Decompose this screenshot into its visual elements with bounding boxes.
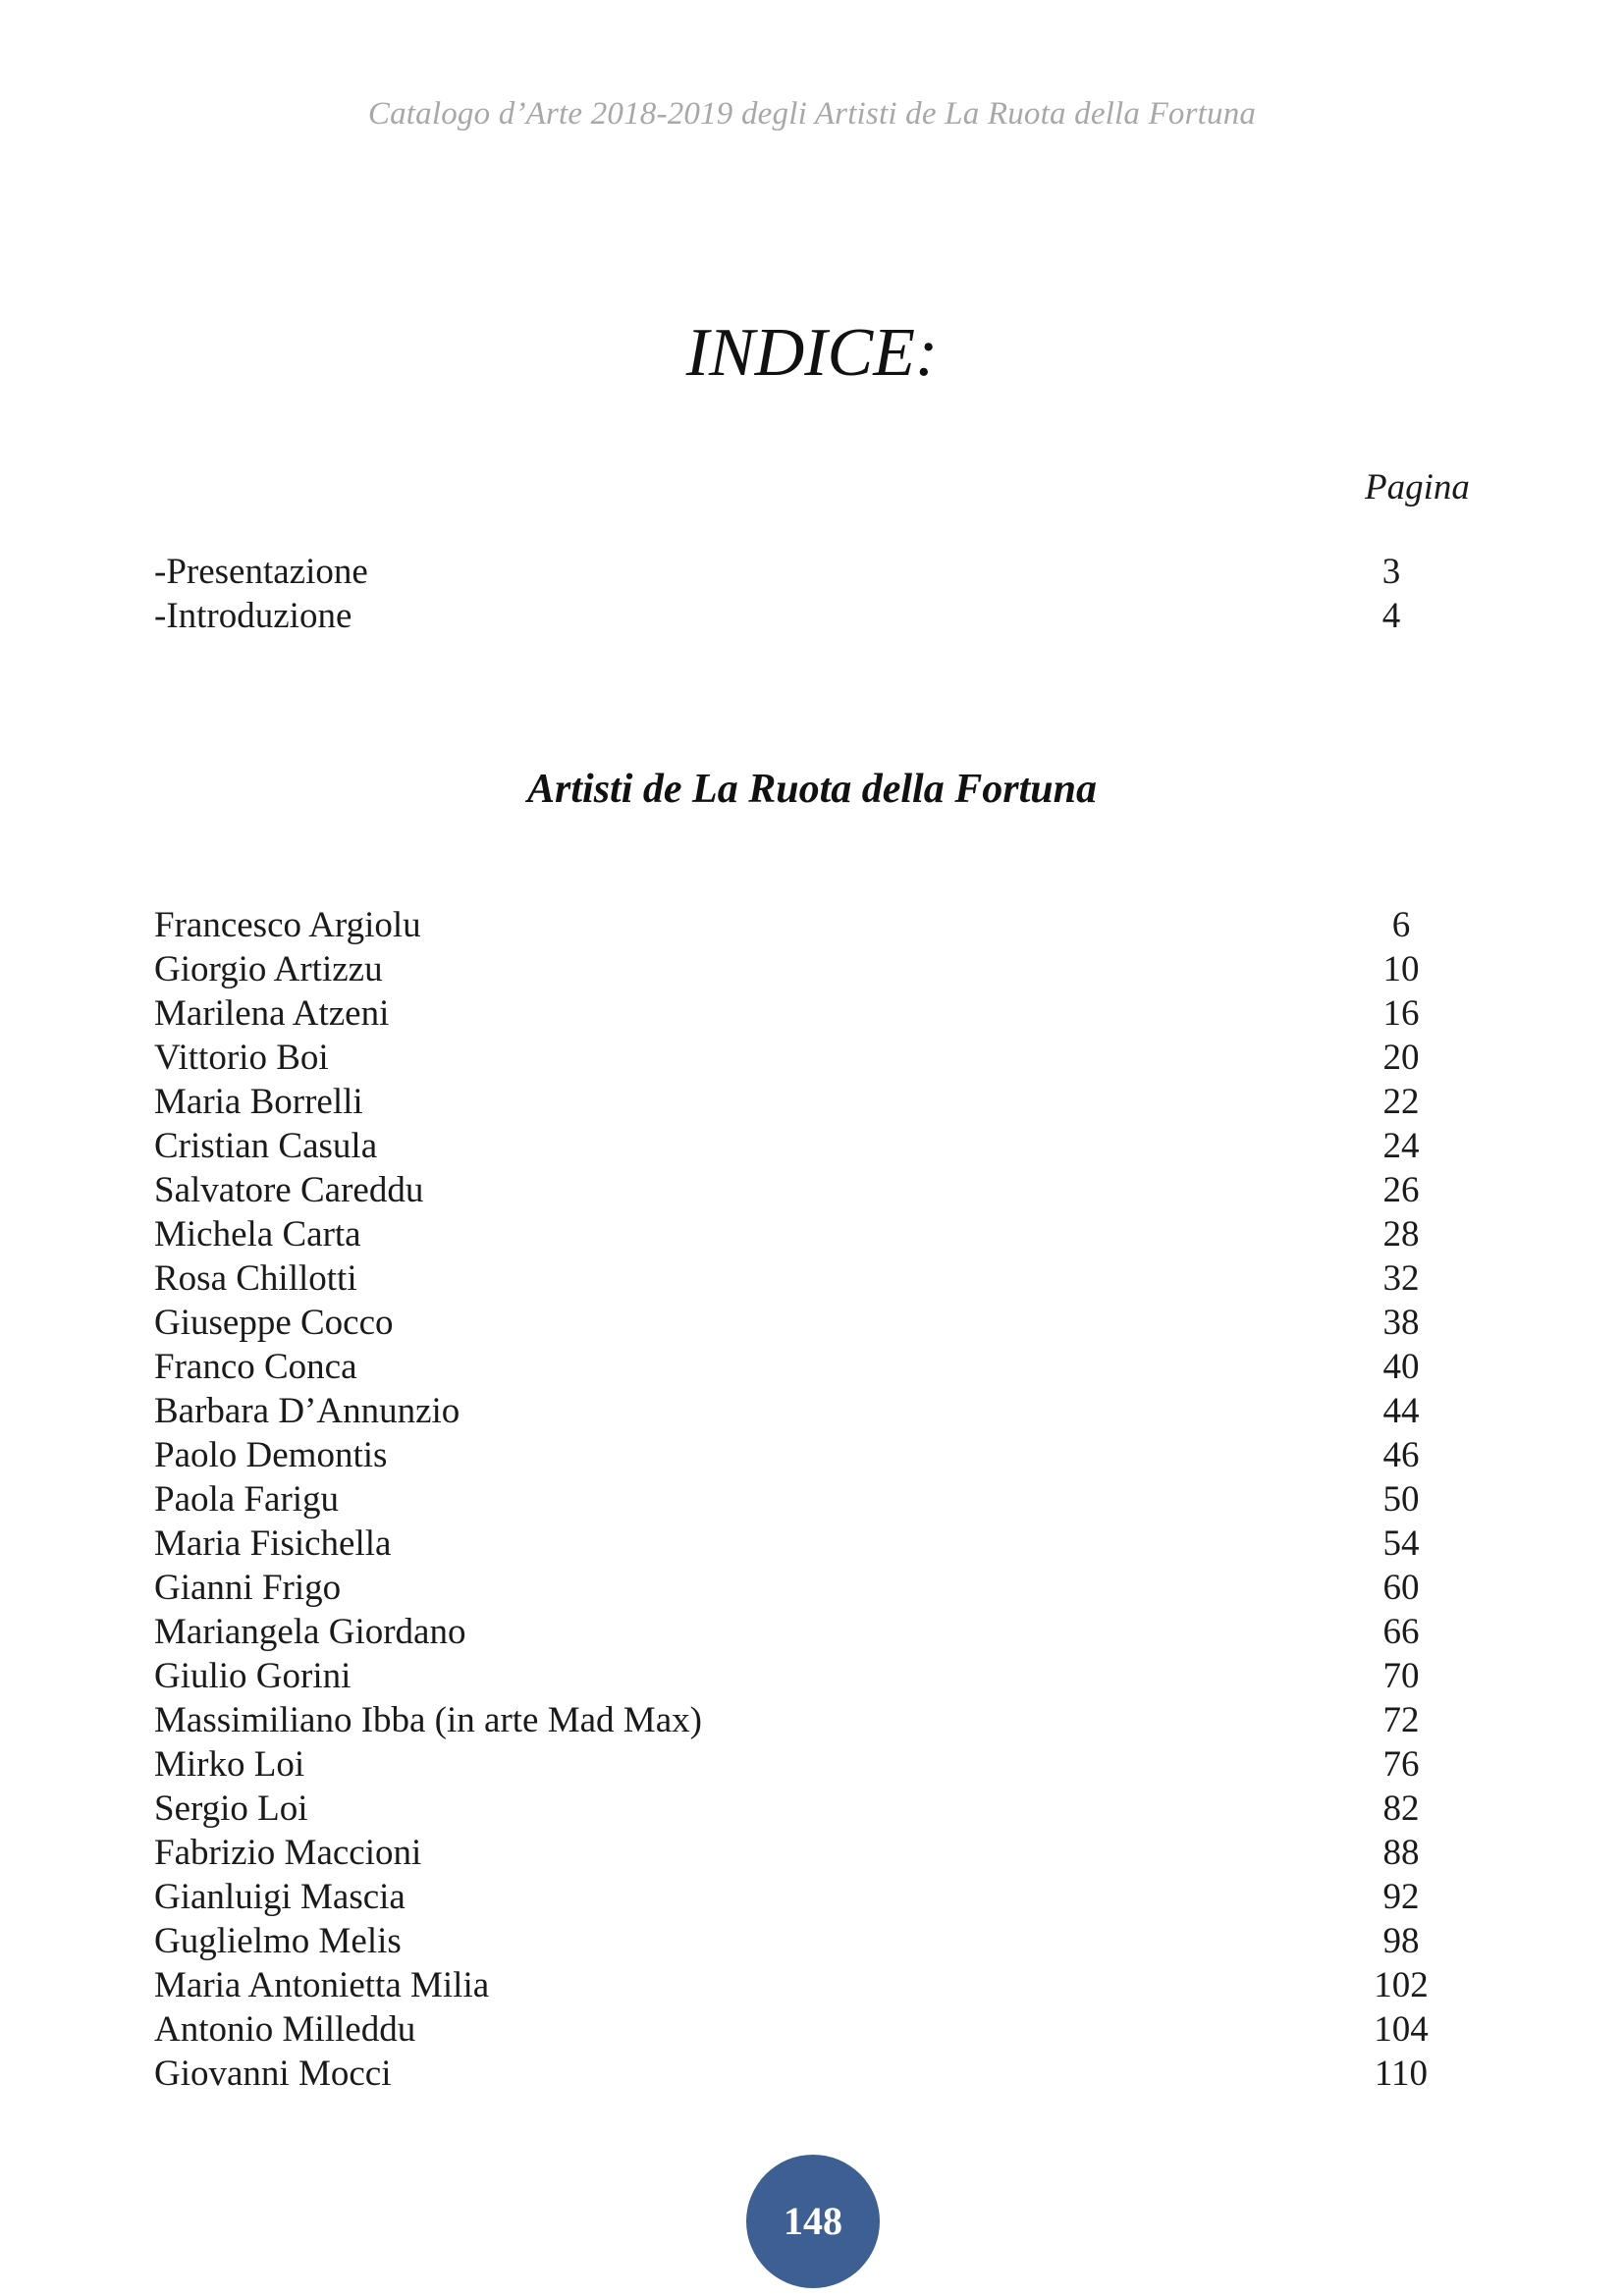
- toc-entry[interactable]: [154, 947, 1460, 991]
- toc-entry[interactable]: [154, 1919, 1460, 1963]
- artist-name: Gianni Frigo: [154, 1568, 342, 1608]
- artist-page: 104: [1374, 2009, 1429, 2050]
- artist-page: 10: [1382, 949, 1420, 989]
- artist-name: Maria Fisichella: [154, 1523, 392, 1564]
- toc-entry[interactable]: [154, 1875, 1460, 1919]
- artist-page: 72: [1382, 1700, 1420, 1740]
- artist-page: 16: [1382, 993, 1420, 1034]
- toc-entry[interactable]: [154, 1124, 1460, 1168]
- toc-entry[interactable]: [154, 1831, 1460, 1875]
- artist-page: 50: [1382, 1479, 1420, 1520]
- toc-entry[interactable]: [154, 1301, 1460, 1345]
- artist-page: 24: [1382, 1126, 1420, 1166]
- toc-entry[interactable]: [154, 1080, 1460, 1124]
- artist-page: 22: [1382, 1082, 1420, 1122]
- artist-page: 6: [1391, 905, 1411, 945]
- intro-entries-list: [154, 550, 1440, 638]
- artist-page: 82: [1382, 1789, 1420, 1829]
- artist-name: Vittorio Boi: [154, 1038, 329, 1078]
- toc-entry[interactable]: [154, 1698, 1460, 1742]
- toc-entry[interactable]: [154, 1345, 1460, 1389]
- artist-name: Mirko Loi: [154, 1744, 305, 1785]
- toc-entry-label: -Presentazione: [154, 552, 368, 592]
- toc-entry[interactable]: [154, 2007, 1460, 2052]
- artist-name: Massimiliano Ibba (in arte Mad Max): [154, 1700, 702, 1740]
- artist-name: Giovanni Mocci: [154, 2054, 392, 2094]
- artist-page: 20: [1382, 1038, 1420, 1078]
- running-header: Catalogo d’Arte 2018-2019 degli Artisti de La Ruota della Fortuna: [367, 96, 1257, 132]
- toc-entry[interactable]: [154, 2052, 1460, 2096]
- toc-entry[interactable]: [154, 1522, 1460, 1566]
- artist-name: Cristian Casula: [154, 1126, 378, 1166]
- toc-entry[interactable]: [154, 1168, 1460, 1212]
- artist-name: Giuseppe Cocco: [154, 1303, 394, 1343]
- artist-page: 60: [1382, 1568, 1420, 1608]
- artist-name: Paolo Demontis: [154, 1435, 388, 1475]
- artist-name: Maria Antonietta Milia: [154, 1965, 490, 2005]
- toc-entry-page: 4: [1381, 596, 1401, 636]
- toc-entry[interactable]: [154, 1787, 1460, 1831]
- toc-entry[interactable]: [154, 1477, 1460, 1522]
- artist-name: Rosa Chillotti: [154, 1258, 357, 1299]
- artist-page: 110: [1374, 2054, 1429, 2094]
- toc-entry[interactable]: [154, 550, 1440, 594]
- artist-name: Antonio Milleddu: [154, 2009, 416, 2050]
- artist-page: 66: [1382, 1612, 1420, 1652]
- page-title: INDICE:: [685, 315, 939, 391]
- toc-entry[interactable]: [154, 1256, 1460, 1301]
- artist-name: Maria Borrelli: [154, 1082, 363, 1122]
- artist-page: 88: [1382, 1833, 1420, 1873]
- toc-entry[interactable]: [154, 1566, 1460, 1610]
- artist-name: Marilena Atzeni: [154, 993, 390, 1034]
- artist-page: 76: [1382, 1744, 1420, 1785]
- toc-entry[interactable]: [154, 594, 1440, 638]
- artist-name: Barbara D’Annunzio: [154, 1391, 460, 1431]
- artist-page: 46: [1382, 1435, 1420, 1475]
- artist-page: 54: [1382, 1523, 1420, 1564]
- artist-name: Giulio Gorini: [154, 1656, 352, 1696]
- toc-entry[interactable]: [154, 991, 1460, 1036]
- artist-name: Guglielmo Melis: [154, 1921, 402, 1961]
- section-title: Artisti de La Ruota della Fortuna: [527, 767, 1097, 812]
- artist-page: 38: [1382, 1303, 1420, 1343]
- artist-page: 44: [1382, 1391, 1420, 1431]
- artist-entries-list: [154, 903, 1460, 2096]
- artist-name: Fabrizio Maccioni: [154, 1833, 422, 1873]
- artist-name: Franco Conca: [154, 1347, 357, 1387]
- toc-entry[interactable]: [154, 903, 1460, 947]
- toc-entry[interactable]: [154, 1742, 1460, 1787]
- toc-entry[interactable]: [154, 1654, 1460, 1698]
- artist-page: 98: [1382, 1921, 1420, 1961]
- artist-page: 32: [1382, 1258, 1420, 1299]
- artist-name: Salvatore Careddu: [154, 1170, 424, 1210]
- toc-entry-label: -Introduzione: [154, 596, 352, 636]
- artist-page: 26: [1382, 1170, 1420, 1210]
- toc-entry[interactable]: [154, 1963, 1460, 2007]
- artist-page: 102: [1374, 1965, 1429, 2005]
- toc-entry[interactable]: [154, 1389, 1460, 1433]
- page-number-badge: 148: [746, 2155, 880, 2288]
- artist-name: Paola Farigu: [154, 1479, 340, 1520]
- artist-name: Michela Carta: [154, 1214, 361, 1255]
- artist-page: 28: [1382, 1214, 1420, 1255]
- artist-name: Sergio Loi: [154, 1789, 308, 1829]
- toc-entry[interactable]: [154, 1036, 1460, 1080]
- artist-name: Giorgio Artizzu: [154, 949, 383, 989]
- artist-page: 92: [1382, 1877, 1420, 1917]
- toc-entry[interactable]: [154, 1610, 1460, 1654]
- page-column-label: Pagina: [1365, 467, 1470, 507]
- artist-page: 40: [1382, 1347, 1420, 1387]
- toc-entry-page: 3: [1381, 552, 1401, 592]
- artist-name: Gianluigi Mascia: [154, 1877, 406, 1917]
- artist-page: 70: [1382, 1656, 1420, 1696]
- artist-name: Mariangela Giordano: [154, 1612, 466, 1652]
- toc-entry[interactable]: [154, 1433, 1460, 1477]
- toc-entry[interactable]: [154, 1212, 1460, 1256]
- artist-name: Francesco Argiolu: [154, 905, 421, 945]
